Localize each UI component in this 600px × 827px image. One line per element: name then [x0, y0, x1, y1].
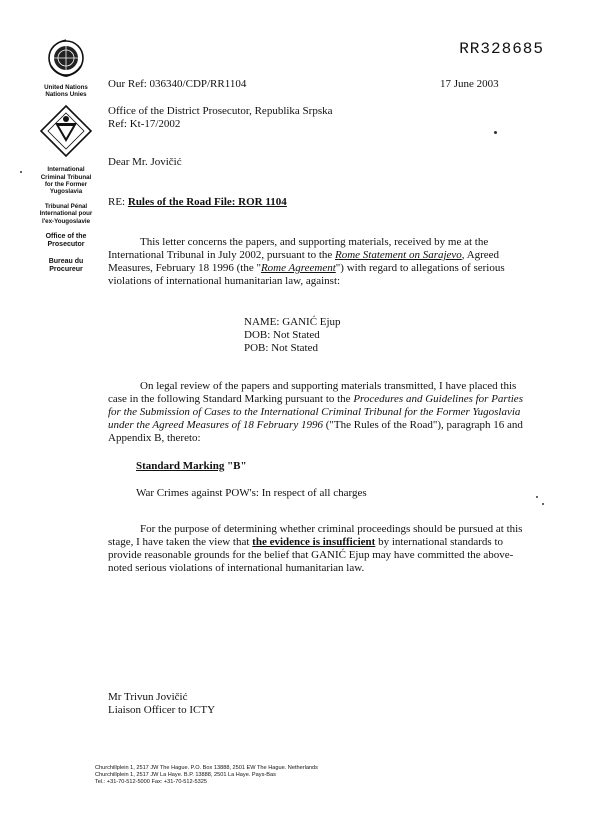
our-reference: Our Ref: 036340/CDP/RR1104 — [108, 78, 247, 90]
addressee: Office of the District Prosecutor, Republika Srpska — [108, 105, 333, 117]
paragraph-text: ("The Rules of the Road"), paragraph 16 and Appendix B, thereto: — [108, 419, 523, 444]
un-emblem-icon — [46, 38, 86, 78]
subject-title: Rules of the Road File: ROR 1104 — [127, 196, 287, 208]
person-pob: POB: Not Stated — [244, 342, 318, 354]
un-name-en: United Nations — [44, 84, 88, 91]
tribunal-en-line: Yugoslavia — [49, 188, 83, 196]
paragraph-review — [108, 380, 524, 445]
tribunal-en-line: for the Former — [44, 180, 88, 188]
scan-speck — [494, 131, 497, 134]
un-name-fr: Nations Unies — [45, 91, 87, 99]
scan-speck — [20, 171, 22, 173]
subject-line — [108, 196, 287, 209]
tribunal-fr-line: Tribunal Pénal — [44, 203, 88, 211]
paragraph-text: For the purpose of determining whether criminal proceedings should be pursued at this stage, I have taken the view that — [108, 523, 523, 548]
marking-label: Standard Marking — [136, 460, 225, 472]
procedures-guidelines-ref: Procedures and Guidelines for Parties for the Submission of Cases to the International Criminal Tribunal for the Former Yugoslavia under the Agreed Measures of 18 February 1996 — [108, 393, 523, 431]
document-id: RR328685 — [459, 40, 544, 58]
scan-speck — [542, 503, 544, 505]
charges: War Crimes against POW's: In respect of all charges — [136, 487, 367, 499]
icty-emblem-icon — [39, 104, 93, 158]
person-name: NAME: GANIĆ Ejup — [244, 316, 341, 328]
evidence-insufficient: the evidence is insufficient — [252, 536, 376, 548]
paragraph-intro — [108, 236, 524, 288]
rome-agreement-ref: Rome Agreement — [260, 262, 336, 274]
person-dob: DOB: Not Stated — [244, 329, 320, 341]
paragraph-text: by international standards to provide reasonable grounds for the belief that GANIĆ Ejup may have committed the above-noted serious violations of international humanitarian law. — [108, 536, 514, 574]
paragraph-text: ") with regard to allegations of serious violations of international humanitarian law, against: — [108, 262, 505, 287]
office-en-line: Office of the — [45, 232, 87, 240]
paragraph-text: On legal review of the papers and supporting materials transmitted, I have placed this case in the following Standard Marking pursuant to the — [108, 380, 517, 405]
signatory-name: Mr Trivun Jovičić — [108, 691, 188, 703]
their-reference: Ref: Kt-17/2002 — [108, 118, 181, 130]
letterhead-footer — [95, 765, 318, 785]
office-en-line: Prosecutor — [47, 241, 85, 249]
footer-contact: Tel.: +31-70-512-5000 Fax: +31-70-512-5325 — [95, 778, 207, 785]
paragraph-determination — [108, 523, 524, 575]
signatory-title: Liaison Officer to ICTY — [108, 704, 216, 716]
signatory — [108, 691, 215, 717]
paragraph-text: , Agreed Measures, February 18 1996 (the " — [108, 249, 500, 274]
footer-address-fr: Churchillplein 1, 2517 JW La Haye. B.P. 13888, 2501 La Haye. Pays-Bas — [95, 771, 276, 778]
tribunal-en-line: International — [47, 166, 85, 174]
office-fr-line: Procureur — [49, 266, 83, 274]
scan-speck — [536, 496, 538, 498]
tribunal-fr-line: International pour — [39, 210, 93, 218]
subject-prefix: RE: — [108, 196, 126, 208]
standard-marking — [136, 460, 247, 473]
letterhead-sidebar — [24, 38, 108, 275]
tribunal-fr-line: l'ex-Yougoslavie — [41, 217, 91, 225]
footer-address-en: Churchillplein 1, 2517 JW The Hague. P.O. Box 13888, 2501 EW The Hague. Netherlands — [95, 765, 318, 771]
rome-statement-ref: Rome Statement on Sarajevo — [335, 249, 462, 261]
office-fr-line: Bureau du — [48, 257, 84, 265]
marking-value: "B" — [227, 460, 247, 472]
letter-date: 17 June 2003 — [440, 78, 499, 90]
paragraph-text: This letter concerns the papers, and supporting materials, received by me at the International Tribunal in July 2002, pursuant to the — [108, 236, 489, 261]
salutation: Dear Mr. Jovičić — [108, 156, 182, 168]
person-details — [244, 316, 341, 355]
tribunal-en-line: Criminal Tribunal — [40, 173, 92, 181]
